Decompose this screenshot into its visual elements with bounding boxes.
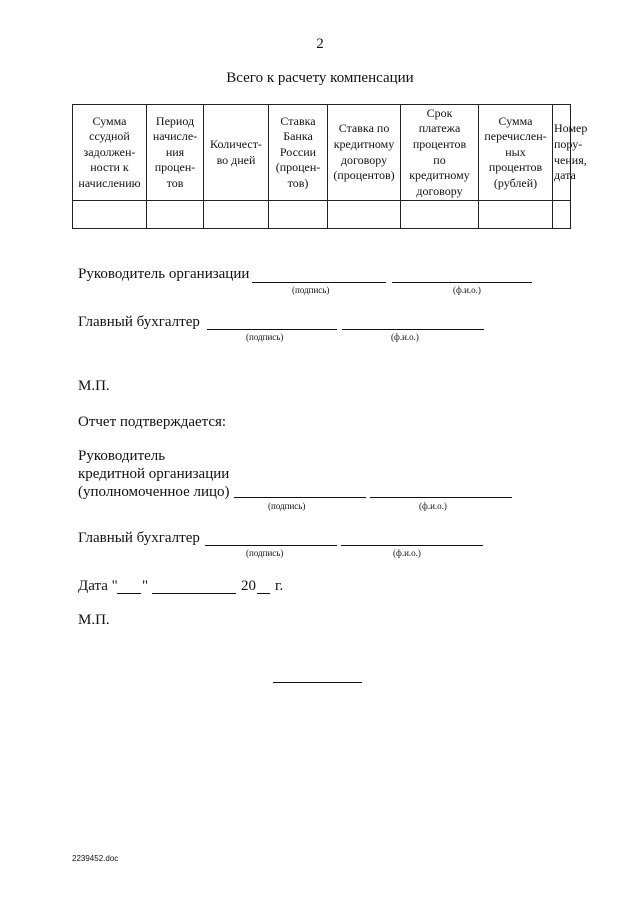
header-line: Банка	[283, 129, 313, 144]
document-file-code: 2239452.doc	[72, 854, 119, 863]
document-title: Всего к расчету компенсации	[226, 70, 414, 86]
confirmation-text: Отчет подтверждается:	[78, 414, 227, 430]
header-line: процентов	[488, 160, 543, 175]
header-line: Количест-	[210, 136, 262, 151]
header-line: договору	[416, 183, 463, 198]
header-central-bank-rate	[269, 105, 328, 201]
date-year-prefix: 20	[241, 578, 256, 594]
credit-org-accountant-signature-caption: (подпись)	[246, 548, 284, 558]
credit-org-accountant-name-caption: (ф.и.о.)	[393, 548, 421, 558]
table-cell[interactable]	[328, 201, 401, 229]
table-cell[interactable]	[73, 201, 147, 229]
credit-org-head-label-line1: Руководитель	[78, 448, 166, 464]
credit-org-head-name-caption: (ф.и.о.)	[419, 501, 447, 511]
manager-name-line[interactable]	[392, 282, 532, 283]
chief-accountant-signature-caption: (подпись)	[246, 332, 284, 342]
header-line: дата	[554, 168, 576, 183]
header-transferred-interest	[479, 105, 553, 201]
header-line: договору	[340, 152, 388, 167]
credit-org-head-name-line[interactable]	[370, 497, 512, 498]
chief-accountant-name-line[interactable]	[342, 329, 484, 330]
credit-org-head-label-line2: кредитной организации	[78, 466, 230, 482]
credit-org-accountant-name-line[interactable]	[341, 545, 483, 546]
table-header-row	[73, 105, 571, 201]
header-line: пору-	[554, 136, 583, 151]
credit-org-head-label-line3: (уполномоченное лицо)	[78, 484, 230, 500]
manager-label: Руководитель организации	[78, 266, 250, 282]
date-year-line[interactable]	[257, 593, 270, 594]
header-line: ности к	[90, 160, 129, 175]
header-line: ссудной	[89, 129, 130, 144]
header-line: задолжен-	[83, 144, 136, 159]
header-line: чения,	[554, 152, 587, 167]
date-quote: "	[142, 578, 149, 594]
table-cell[interactable]	[553, 201, 571, 229]
date-suffix: г.	[275, 578, 284, 594]
header-line: Ставка по	[338, 121, 390, 136]
header-line: ния	[165, 144, 185, 159]
date-month-line[interactable]	[152, 593, 236, 594]
header-contract-rate	[328, 105, 401, 201]
table-cell[interactable]	[479, 201, 553, 229]
header-line: Сумма	[498, 113, 533, 128]
header-days-count	[204, 105, 269, 201]
header-line: Период	[155, 113, 195, 128]
header-line: перечислен-	[484, 129, 547, 144]
credit-org-head-signature-caption: (подпись)	[268, 501, 306, 511]
header-loan-amount	[73, 105, 147, 201]
table-cell[interactable]	[269, 201, 328, 229]
header-line: тов)	[287, 175, 309, 190]
header-line: ных	[505, 144, 526, 159]
header-line: Сумма	[92, 113, 127, 128]
header-line: кредитному	[409, 168, 470, 183]
compensation-table	[72, 104, 588, 229]
header-line: России	[279, 144, 317, 159]
header-line: (процентов)	[333, 168, 395, 183]
header-line: кредитному	[333, 136, 395, 151]
header-line: Ставка	[280, 113, 316, 128]
chief-accountant-signature-line[interactable]	[207, 329, 337, 330]
header-line: процентов	[412, 136, 467, 151]
header-payment-term	[401, 105, 479, 201]
date-day-line[interactable]	[117, 593, 141, 594]
header-line: Срок	[426, 105, 453, 120]
page-number: 2	[316, 36, 324, 52]
chief-accountant-label: Главный бухгалтер	[78, 314, 200, 330]
header-line: платежа	[418, 121, 461, 136]
header-order-number-date	[553, 105, 588, 201]
manager-signature-line[interactable]	[252, 282, 386, 283]
table-row	[73, 201, 571, 229]
header-line: начислению	[78, 175, 141, 190]
header-line: по	[433, 152, 446, 167]
table-cell[interactable]	[204, 201, 269, 229]
manager-name-caption: (ф.и.о.)	[453, 285, 481, 295]
seal-placeholder-1: М.П.	[78, 378, 110, 394]
credit-org-accountant-signature-line[interactable]	[205, 545, 337, 546]
credit-org-head-signature-line[interactable]	[234, 497, 366, 498]
header-line: (процен-	[275, 160, 321, 175]
chief-accountant-name-caption: (ф.и.о.)	[391, 332, 419, 342]
seal-placeholder-2: М.П.	[78, 612, 110, 628]
header-line: Номер	[554, 121, 588, 136]
header-accrual-period	[147, 105, 204, 201]
manager-signature-caption: (подпись)	[292, 285, 330, 295]
header-line: начисле-	[152, 129, 198, 144]
table-cell[interactable]	[401, 201, 479, 229]
header-line: во дней	[216, 152, 256, 167]
table-cell[interactable]	[147, 201, 204, 229]
header-line: (рублей)	[493, 175, 538, 190]
document-end-rule	[273, 682, 362, 683]
date-prefix: Дата "	[78, 578, 118, 594]
header-line: процен-	[154, 160, 196, 175]
credit-org-accountant-label: Главный бухгалтер	[78, 530, 200, 546]
header-line: тов	[166, 175, 184, 190]
